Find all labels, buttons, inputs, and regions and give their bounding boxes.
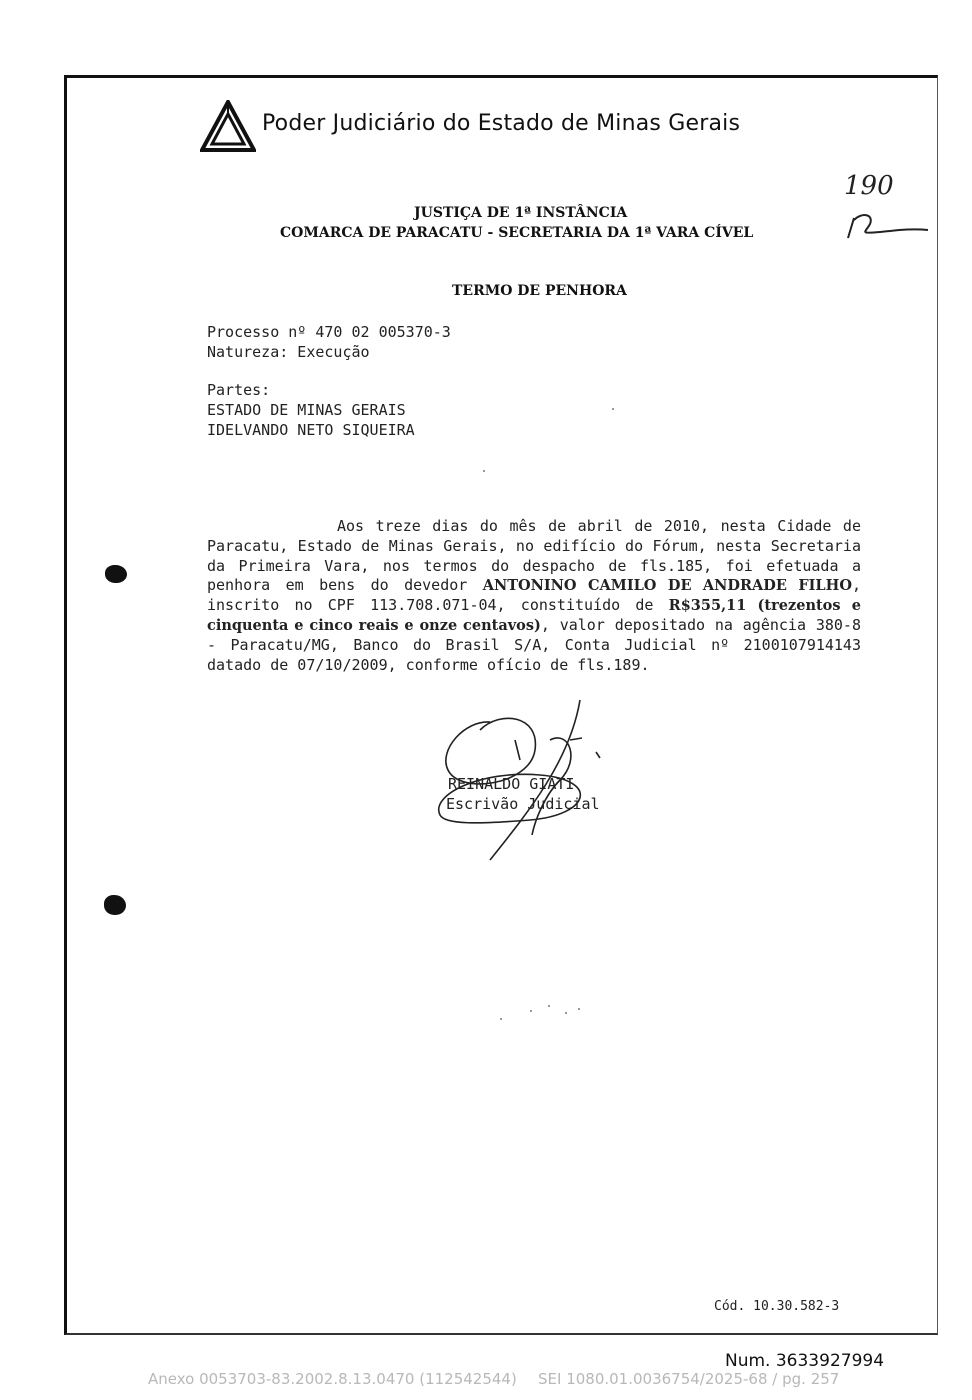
debtor-name: ANTONINO CAMILO DE ANDRADE FILHO (482, 577, 852, 595)
court-instance: JUSTIÇA DE 1ª INSTÂNCIA (414, 205, 628, 221)
party-defendant: IDELVANDO NETO SIQUEIRA (207, 421, 415, 439)
party-plaintiff: ESTADO DE MINAS GERAIS (207, 401, 406, 419)
scan-speck (500, 1018, 502, 1020)
handwritten-folio-mark (840, 168, 940, 248)
document-title: TERMO DE PENHORA (452, 283, 627, 299)
signer-name: REINALDO GIATI (448, 775, 575, 793)
form-code: Cód. 10.30.582-3 (714, 1299, 840, 1314)
triangle-emblem-icon (200, 100, 256, 152)
case-nature: Natureza: Execução (207, 343, 370, 361)
punch-hole-mark (104, 895, 126, 915)
scan-speck (548, 1005, 550, 1007)
statement-part-2: , inscrito no CPF 113.708.071-04, constituído de (207, 576, 861, 615)
seized-amount: R$355,11 (trezentos e cinquenta e cinco reais e onze centavos) (207, 597, 861, 634)
annex-reference: Anexo 0053703-83.2002.8.13.0470 (112542544) (148, 1370, 517, 1388)
statement-part-3: , valor depositado na agência 380-8 - Paracatu/MG, Banco do Brasil S/A, Conta Judicial nº 2100107914143 datado de 07/10/2009, conforme ofício de fls.189. (207, 615, 861, 674)
signer-role: Escrivão Judicial (446, 795, 600, 813)
scan-speck (483, 470, 485, 472)
sei-reference: SEI 1080.01.0036754/2025-68 / pg. 257 (538, 1370, 840, 1388)
case-number: Processo nº 470 02 005370-3 (207, 323, 451, 341)
document-number: Num. 3633927994 (725, 1351, 885, 1371)
scan-speck (612, 408, 614, 410)
institution-title: Poder Judiciário do Estado de Minas Gerais (262, 111, 741, 136)
folio-number: 190 (844, 171, 894, 201)
scan-speck (530, 1010, 532, 1012)
statement-part-1: Aos treze dias do mês de abril de 2010, nesta Cidade de Paracatu, Estado de Minas Gerais, no edifício do Fórum, nesta Secretaria da Primeira Vara, nos termos do despacho de fls.185, foi efetuada a penhora em bens do devedor (207, 517, 861, 595)
scan-speck (578, 1008, 580, 1010)
scan-speck (565, 1012, 567, 1014)
parties-label: Partes: (207, 381, 271, 399)
punch-hole-mark (105, 565, 127, 583)
court-district: COMARCA DE PARACATU - SECRETARIA DA 1ª VARA CÍVEL (280, 225, 754, 241)
seizure-statement (207, 517, 861, 675)
